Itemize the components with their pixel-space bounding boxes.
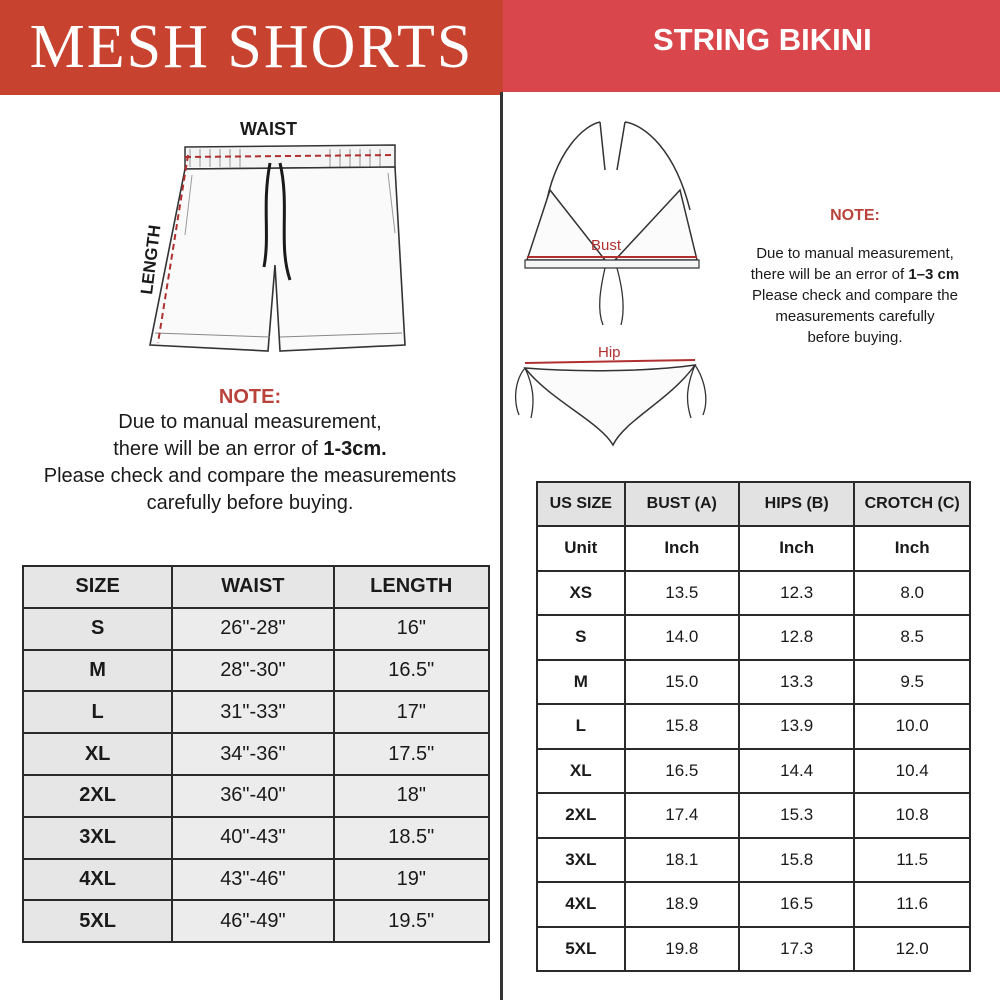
table-cell: 12.8 [739, 615, 854, 660]
note-line: before buying. [807, 329, 903, 346]
size-cell: L [23, 691, 172, 733]
size-cell: S [23, 608, 172, 650]
table-row [537, 882, 970, 927]
table-cell: Inch [625, 526, 739, 571]
string-bikini-note [720, 207, 990, 348]
table-row [537, 838, 970, 883]
table-row [537, 704, 970, 749]
note-title: NOTE: [830, 207, 880, 224]
size-cell: M [537, 660, 625, 705]
table-cell: 13.9 [739, 704, 854, 749]
note-title: NOTE: [218, 386, 282, 408]
table-row [23, 691, 489, 733]
column-header: LENGTH [334, 566, 489, 608]
table-cell: 43"-46" [172, 859, 333, 901]
table-cell: 28"-30" [172, 650, 333, 692]
table-cell: 40"-43" [172, 817, 333, 859]
table-cell: 16" [334, 608, 489, 650]
size-cell: S [537, 615, 625, 660]
size-cell: XL [23, 733, 172, 775]
table-row [537, 749, 970, 794]
table-cell: 19" [334, 859, 489, 901]
size-cell: 3XL [23, 817, 172, 859]
table-header-row [23, 566, 489, 608]
table-cell: 26"-28" [172, 608, 333, 650]
size-cell: 4XL [537, 882, 625, 927]
table-cell: 13.5 [625, 571, 739, 616]
table-cell: 16.5 [739, 882, 854, 927]
table-header-row [537, 482, 970, 526]
mesh-shorts-size-table [22, 565, 490, 943]
column-header: CROTCH (C) [854, 482, 970, 526]
table-cell: 15.0 [625, 660, 739, 705]
table-cell: 12.0 [854, 927, 970, 972]
table-cell: 12.3 [739, 571, 854, 616]
table-cell: 46"-49" [172, 900, 333, 942]
table-cell: 13.3 [739, 660, 854, 705]
table-cell: 14.4 [739, 749, 854, 794]
hip-label: Hip [598, 344, 621, 361]
note-line: measurements carefully [775, 308, 935, 325]
table-cell: 18.1 [625, 838, 739, 883]
table-row [537, 660, 970, 705]
table-cell: Unit [537, 526, 625, 571]
note-line: Due to manual measurement, [756, 245, 954, 262]
table-cell: 17.4 [625, 793, 739, 838]
column-header: SIZE [23, 566, 172, 608]
length-label: LENGTH [137, 223, 165, 296]
waist-label: WAIST [240, 119, 297, 139]
table-cell: 10.4 [854, 749, 970, 794]
size-cell: 2XL [537, 793, 625, 838]
table-cell: 17" [334, 691, 489, 733]
note-line: carefully before buying. [146, 492, 354, 514]
size-cell: 4XL [23, 859, 172, 901]
table-cell: 36"-40" [172, 775, 333, 817]
table-cell: 15.8 [625, 704, 739, 749]
size-cell: XS [537, 571, 625, 616]
column-header: US SIZE [537, 482, 625, 526]
table-row [23, 608, 489, 650]
table-row [23, 733, 489, 775]
table-row [537, 793, 970, 838]
table-row [23, 859, 489, 901]
table-cell: 9.5 [854, 660, 970, 705]
table-cell: 10.8 [854, 793, 970, 838]
table-row [23, 775, 489, 817]
mesh-shorts-illustration [130, 115, 410, 365]
table-cell: 19.5" [334, 900, 489, 942]
table-cell: 17.3 [739, 927, 854, 972]
table-cell: 10.0 [854, 704, 970, 749]
size-cell: L [537, 704, 625, 749]
table-cell: 8.0 [854, 571, 970, 616]
table-row [23, 650, 489, 692]
column-header: HIPS (B) [739, 482, 854, 526]
table-cell: 14.0 [625, 615, 739, 660]
note-line: Please check and compare the [752, 287, 958, 304]
string-bikini-header [503, 0, 1000, 92]
size-cell: 5XL [537, 927, 625, 972]
size-cell: 2XL [23, 775, 172, 817]
note-line: there will be an error of 1-3cm. [113, 438, 387, 460]
string-bikini-size-table [536, 481, 971, 972]
unit-row [537, 526, 970, 571]
table-cell: 15.3 [739, 793, 854, 838]
table-cell: 17.5" [334, 733, 489, 775]
table-cell: 18" [334, 775, 489, 817]
table-row [537, 615, 970, 660]
note-line: there will be an error of 1–3 cm [750, 266, 960, 283]
string-bikini-illustration [505, 110, 725, 460]
column-header: BUST (A) [625, 482, 739, 526]
section-divider [500, 92, 503, 1000]
table-cell: 31"-33" [172, 691, 333, 733]
table-row [23, 900, 489, 942]
size-cell: 5XL [23, 900, 172, 942]
size-cell: 3XL [537, 838, 625, 883]
table-cell: 16.5 [625, 749, 739, 794]
table-cell: 18.9 [625, 882, 739, 927]
note-line: Due to manual measurement, [118, 411, 382, 433]
column-header: WAIST [172, 566, 333, 608]
table-cell: 11.5 [854, 838, 970, 883]
table-cell: Inch [739, 526, 854, 571]
mesh-shorts-header [0, 0, 503, 95]
size-cell: M [23, 650, 172, 692]
mesh-shorts-note [0, 386, 500, 517]
table-row [23, 817, 489, 859]
table-row [537, 571, 970, 616]
bust-label: Bust [591, 237, 622, 254]
table-cell: 15.8 [739, 838, 854, 883]
table-row [537, 927, 970, 972]
table-cell: Inch [854, 526, 970, 571]
table-cell: 18.5" [334, 817, 489, 859]
mesh-shorts-title: MESH SHORTS [29, 13, 474, 81]
table-cell: 19.8 [625, 927, 739, 972]
table-cell: 11.6 [854, 882, 970, 927]
table-cell: 8.5 [854, 615, 970, 660]
size-cell: XL [537, 749, 625, 794]
table-cell: 16.5" [334, 650, 489, 692]
string-bikini-title: STRING BIKINI [653, 22, 872, 57]
table-cell: 34"-36" [172, 733, 333, 775]
note-line: Please check and compare the measurements [43, 465, 457, 487]
